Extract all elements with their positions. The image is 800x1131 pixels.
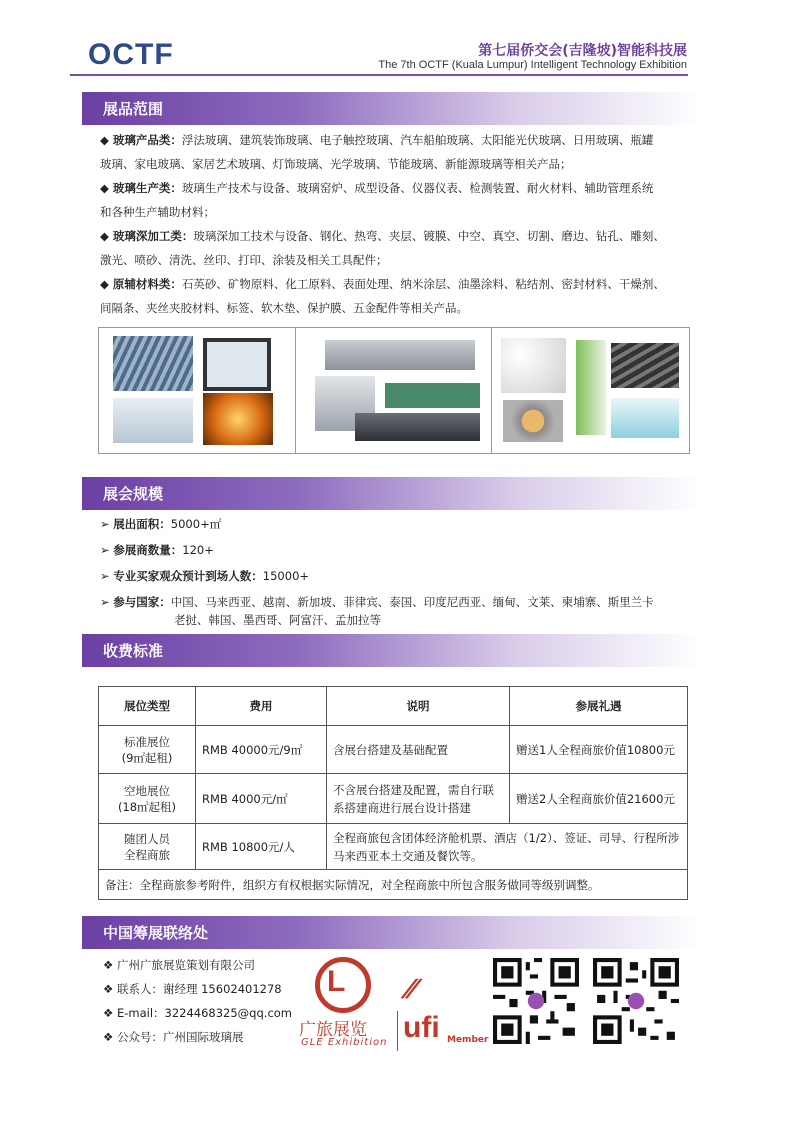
header-divider (70, 74, 688, 76)
conveyor-image (385, 383, 480, 408)
booth-type: 标准展位 (124, 734, 170, 749)
qr-code-icon (593, 958, 679, 1044)
booth-type-cell (99, 726, 196, 774)
scope-item-text: 玻璃深加工技术与设备、钢化、热弯、夹层、镀膜、中空、真空、切割、磨边、钻孔、雕刻、 (193, 229, 665, 243)
ufi-swoosh-icon: ⁄⁄ (404, 975, 419, 1005)
booth-type-cell (99, 824, 196, 870)
scope-list (100, 128, 690, 320)
scope-item-text-cont: 激光、喷砂、清洗、丝印、打印、涂装及相关工具配件； (100, 253, 388, 267)
booth-type: 空地展位 (124, 783, 170, 798)
scope-item-text: 浮法玻璃、建筑装饰玻璃、电子触控玻璃、汽车船舶玻璃、太阳能光伏玻璃、日用玻璃、瓶罐 (181, 133, 654, 147)
col-header: 说明 (327, 687, 510, 726)
title-cn: 第七届侨交会(吉隆坡)智能科技展 (478, 43, 687, 59)
booth-min: (9㎡起租) (121, 750, 173, 765)
scope-item-text: 石英砂、矿物原料、化工原料、表面处理、纳米涂层、油墨涂料、粘结剂、密封材料、干燥剂、 (181, 277, 665, 291)
gift-cell: 赠送2人全程商旅价值21600元 (510, 774, 688, 824)
contact-heading-text: 中国筹展联络处 (103, 924, 209, 942)
table-header-row (99, 687, 688, 726)
equipment-photos (295, 328, 492, 453)
scope-item-label: ◆ 原辅材料类： (100, 277, 182, 291)
fee-cell: RMB 40000元/9㎡ (196, 726, 327, 774)
col-header: 展位类型 (99, 687, 196, 726)
contact-email[interactable]: ❖ E-mail：3224468325@qq.com (103, 1006, 293, 1020)
spacer-bar-image (611, 343, 679, 388)
production-line-image (325, 340, 475, 370)
fee-table (98, 686, 688, 900)
product-gallery (98, 327, 690, 454)
scale-item-value: 5000+㎡ (170, 517, 222, 531)
scale-item-value: 15000+ (262, 569, 310, 583)
gle-mark: L (327, 965, 346, 998)
scope-item (100, 224, 690, 248)
company-name: ❖ 广州广旅展览策划有限公司 (103, 958, 255, 972)
fees-heading-text: 收费标准 (103, 642, 164, 660)
scale-item: ➢ 参展商数量：120+ (100, 543, 214, 557)
scope-item-label: ◆ 玻璃生产类： (100, 181, 182, 195)
page-header (0, 0, 800, 80)
sealant-image (576, 340, 606, 435)
glassware-image (113, 398, 193, 443)
col-header: 费用 (196, 687, 327, 726)
fee-cell: RMB 4000元/㎡ (196, 774, 327, 824)
gle-name-en: GLE Exhibition (301, 1037, 388, 1048)
scope-item-text: 玻璃生产技术与设备、玻璃窑炉、成型设备、仪器仪表、检测装置、耐火材料、辅助管理系统 (181, 181, 654, 195)
ufi-logo-text: ufi (403, 1011, 440, 1044)
desc-cell: 不含展台搭建及配置，需自行联系搭建商进行展台设计搭建 (327, 774, 510, 824)
booth-type-cell (99, 774, 196, 824)
qr-code-icon (493, 958, 579, 1044)
scope-item (100, 272, 690, 296)
glass-unit-image (203, 338, 271, 391)
table-row (99, 824, 688, 870)
booth-type: 随团人员 (124, 831, 170, 846)
scale-item-label: 专业买家观众预计到场人数： (113, 569, 263, 583)
gle-logo (297, 955, 497, 1055)
scale-item-label: 参展商数量： (113, 543, 183, 557)
scale-item: ➢ 专业买家观众预计到场人数：15000+ (100, 569, 310, 583)
table-note-row (99, 870, 688, 900)
scope-item (100, 128, 690, 152)
gift-cell: 赠送1人全程商旅价值10800元 (510, 726, 688, 774)
ufi-member: Member (447, 1035, 489, 1045)
scope-item-text-cont: 间隔条、夹丝夹胶材料、标签、软木垫、保护膜、五金配件等相关产品。 (100, 301, 468, 315)
scale-item-value: 120+ (182, 543, 214, 557)
scale-item-label: 展出面积： (113, 517, 171, 531)
grinding-wheel-image (503, 400, 563, 442)
gle-name-cn: 广旅展览 (299, 1020, 367, 1040)
scale-heading (82, 477, 702, 510)
scope-item (100, 176, 690, 200)
table-row (99, 726, 688, 774)
contact-heading (82, 916, 702, 949)
protective-film-image (611, 398, 679, 438)
booth-min: (18㎡起租) (117, 799, 177, 814)
scale-heading-text: 展会规模 (103, 485, 164, 503)
fee-cell: RMB 10800元/人 (196, 824, 327, 870)
octf-logo (88, 38, 174, 72)
scope-item-label: ◆ 玻璃产品类： (100, 133, 182, 147)
hot-glass-image (203, 393, 273, 445)
desc-cell: 含展台搭建及基础配置 (327, 726, 510, 774)
scope-item-text-cont: 和各种生产辅助材料； (100, 205, 215, 219)
booth-min: 全程商旅 (124, 847, 170, 862)
scale-item-value-cont: 老挝、韩国、墨西哥、阿富汗、孟加拉等 (174, 613, 381, 627)
materials-photos (491, 328, 689, 453)
logo-text: OCTF (88, 38, 174, 71)
scale-item: ➢ 参与国家：中国、马来西亚、越南、新加坡、菲律宾、泰国、印度尼西亚、缅甸、文莱、柬埔寨、斯里兰卡 (100, 595, 654, 609)
contact-person: ❖ 联系人：谢经理 15602401278 (103, 982, 282, 996)
wechat-account: ❖ 公众号：广州国际玻璃展 (103, 1030, 244, 1044)
fees-heading (82, 634, 702, 667)
table-row (99, 774, 688, 824)
scope-item-text-cont: 玻璃、家电玻璃、家居艺术玻璃、灯饰玻璃、光学玻璃、节能玻璃、新能源玻璃等相关产品； (100, 157, 572, 171)
scope-item-label: ◆ 玻璃深加工类： (100, 229, 194, 243)
quartz-sand-image (501, 338, 566, 393)
desc-cell: 全程商旅包含团体经济舱机票、酒店（1/2）、签证、司导、行程所涉马来西亚本土交通及餐饮等。 (327, 824, 688, 870)
scope-heading (82, 92, 702, 125)
scale-item: ➢ 展出面积：5000+㎡ (100, 517, 222, 531)
col-header: 参展礼遇 (510, 687, 688, 726)
scale-item-value: 中国、马来西亚、越南、新加坡、菲律宾、泰国、印度尼西亚、缅甸、文莱、柬埔寨、斯里兰卡 (170, 595, 654, 609)
logo-divider (397, 1011, 398, 1051)
scale-item-label: 参与国家： (113, 595, 171, 609)
furnace-image (355, 413, 480, 441)
fee-note: 备注：全程商旅参考附件，组织方有权根据实际情况，对全程商旅中所包含服务做同等级别调整。 (99, 870, 688, 900)
glass-panel-image (113, 336, 193, 391)
title-en: The 7th OCTF (Kuala Lumpur) Intelligent Technology Exhibition (378, 59, 687, 71)
scope-heading-text: 展品范围 (103, 100, 164, 118)
glass-products-photos (99, 328, 296, 453)
